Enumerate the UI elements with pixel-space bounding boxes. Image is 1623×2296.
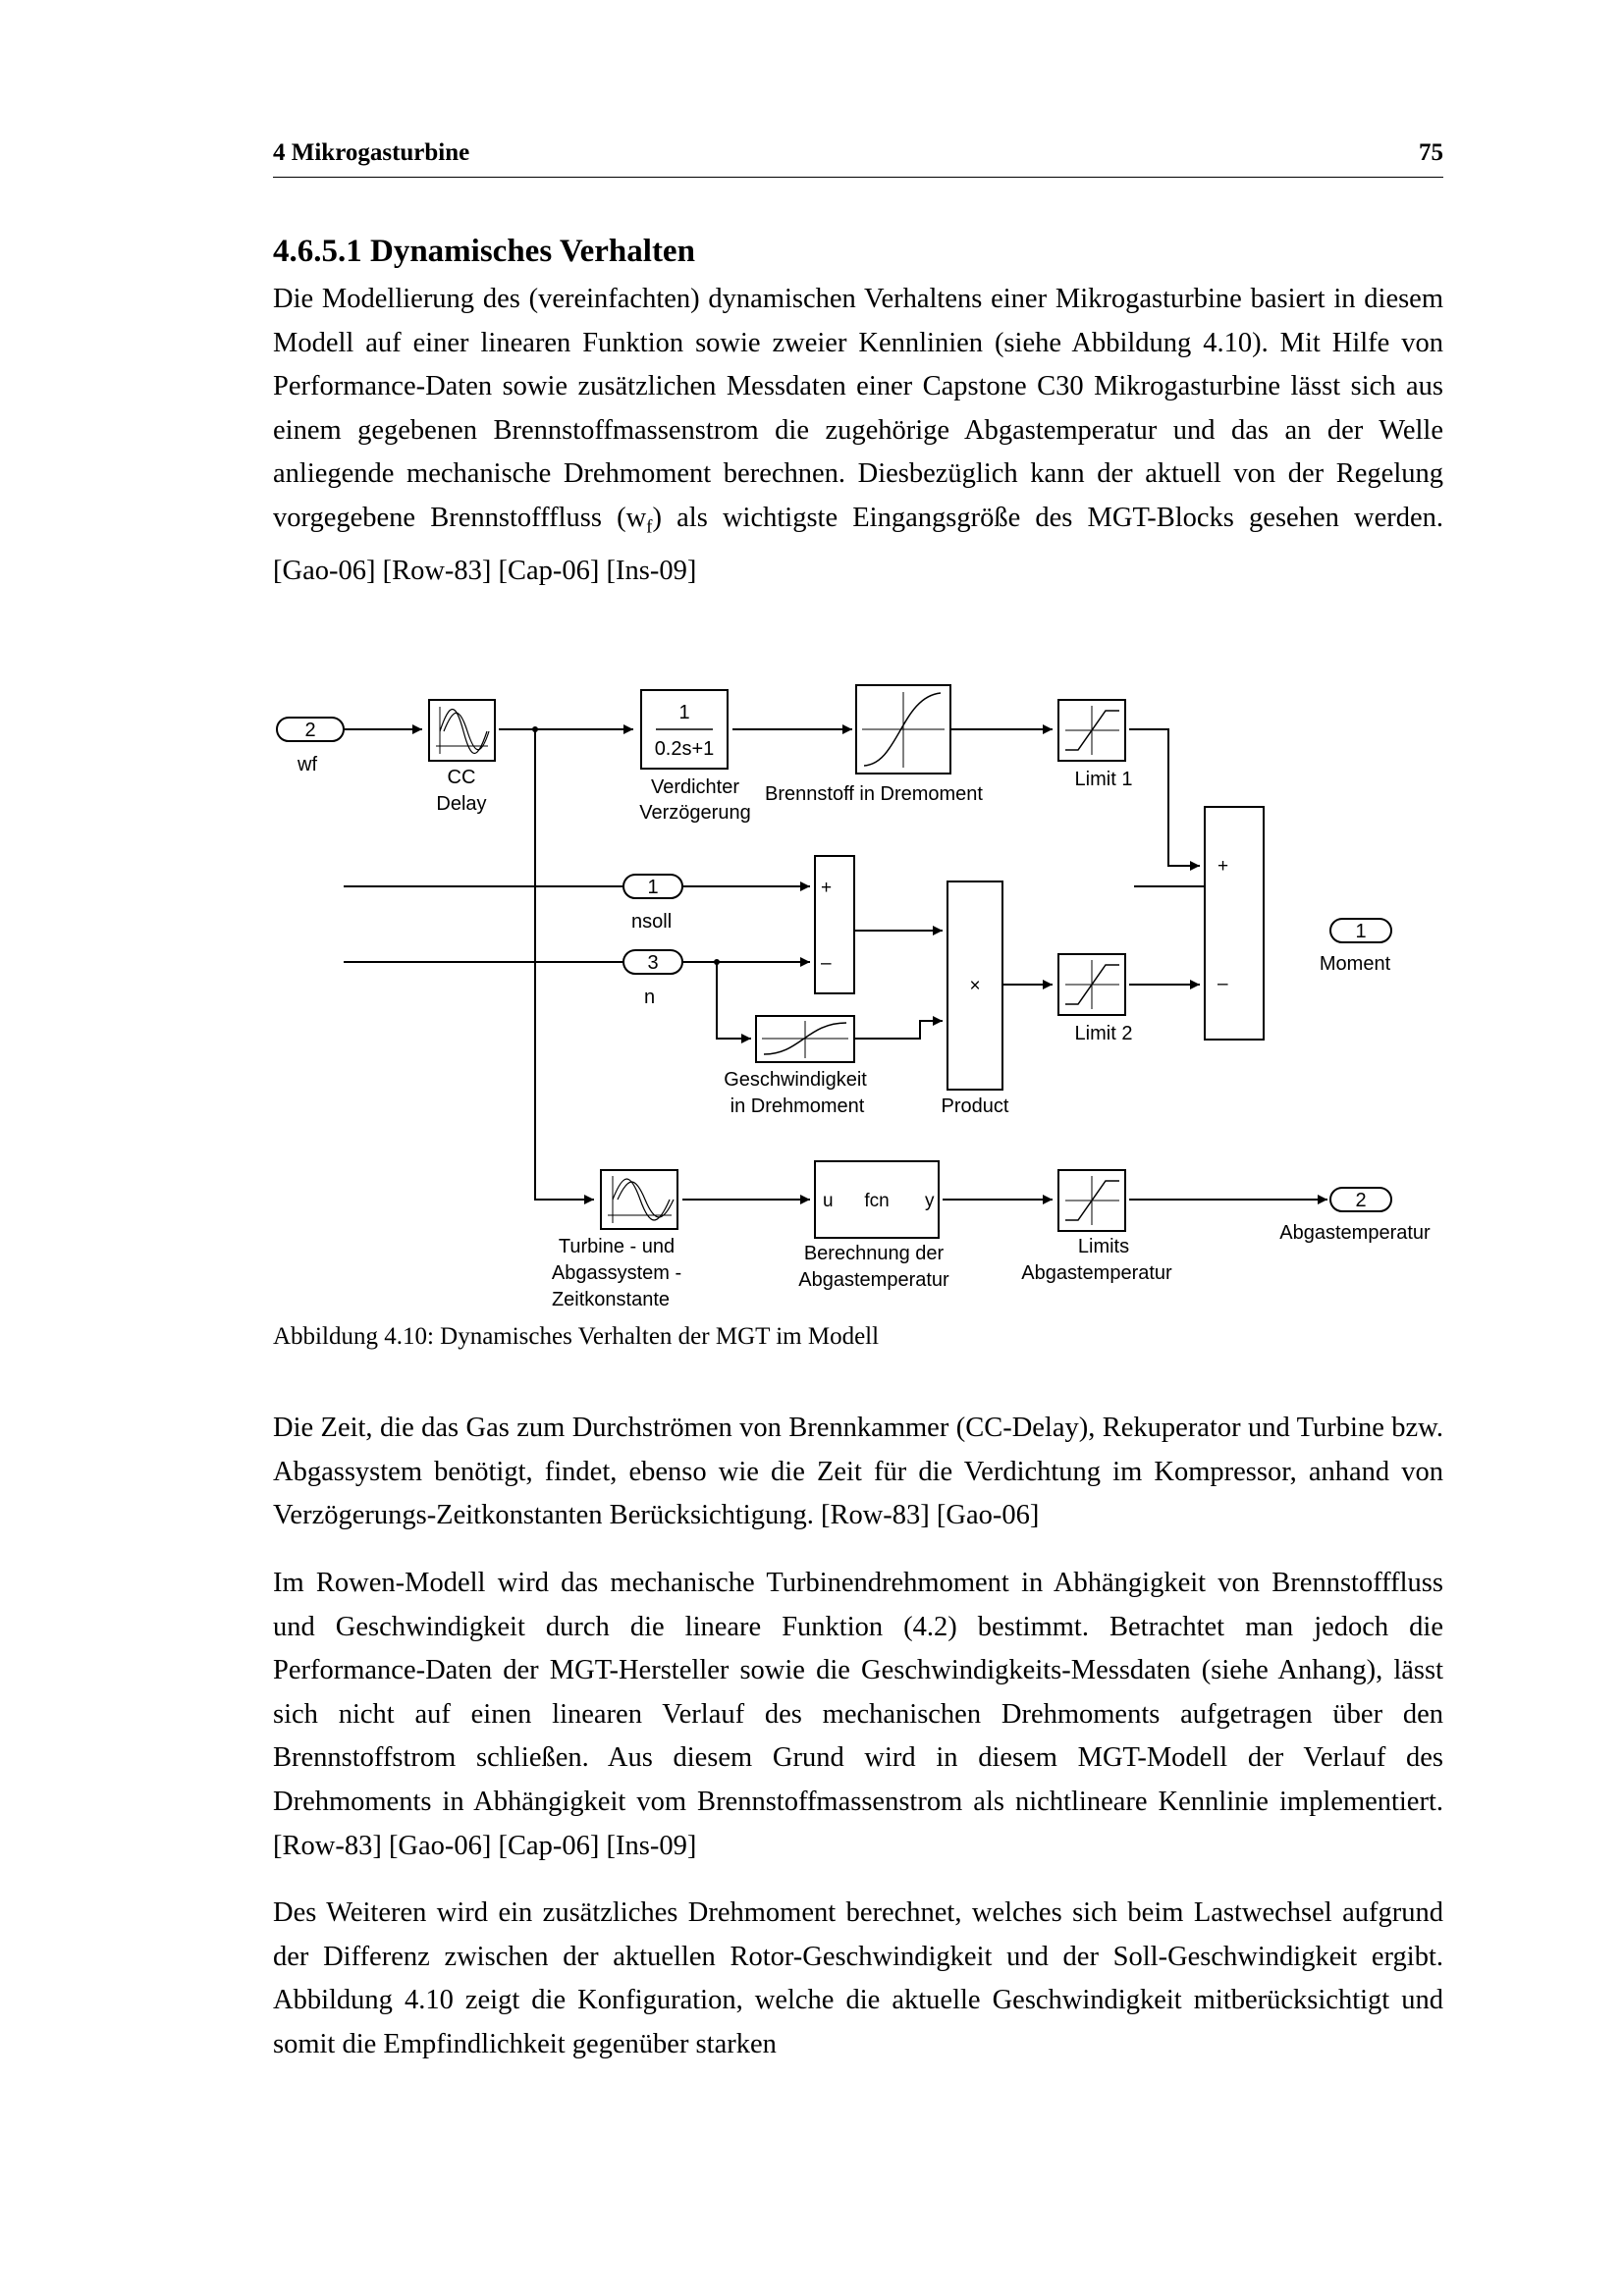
figure-caption: Abbildung 4.10: Dynamisches Verhalten der MGT im Modell — [273, 1323, 880, 1350]
paragraph-1-part-a: Die Modellierung des (vereinfachten) dynamischen Verhaltens einer Mikrogasturbine basiert in diesem Modell auf einer linearen Funktion sowie zweier Kennlinien (siehe Abbildung 4.10). Mit Hilfe von Performance-Daten sowie zusätzlichen Messdaten einer Capstone C30 Mikrogasturbine lässt sich aus einem gegebenen Brennstoffmassenstrom die zugehörige Abgastemperatur und das an der Welle anliegende mechanische Drehmoment berechnen. Diesbezüglich kann der aktuell von der Regelung vorgegebene Brennstofffluss (w — [273, 284, 1443, 533]
sum-plus-sign: + — [1217, 856, 1229, 877]
cc-delay-label-2: Delay — [436, 793, 487, 815]
page-number: 75 — [1419, 139, 1443, 166]
outport-abgas-label: Abgastemperatur — [1279, 1222, 1431, 1244]
gesch-label-2: in Drehmoment — [730, 1095, 865, 1117]
verdichter-label-2: Verzögerung — [639, 802, 751, 824]
outport-abgas-number: 2 — [1355, 1190, 1367, 1211]
gesch-label-1: Geschwindigkeit — [724, 1069, 867, 1091]
limit3-label-1: Limits — [1077, 1236, 1130, 1257]
page-header — [273, 137, 1443, 178]
inport-n-number: 3 — [647, 952, 659, 974]
inport-wf-number: 2 — [304, 720, 316, 741]
cc-delay-label-1: CC — [447, 767, 476, 788]
inport-wf — [277, 718, 344, 775]
paragraph-3: Im Rowen-Modell wird das mechanische Turbinendrehmoment in Abhängigkeit von Brennstofffluss und Geschwindigkeit durch die lineare Funktion (4.2) bestimmt. Betrachtet man jedoch die Performance-Daten der MGT-Hersteller sowie die Geschwindigkeits-Messdaten (siehe Anhang), lässt sich nicht auf einen linearen Verlauf des mechanischen Drehmoments aufgetragen über den Brennstoffstrom schließen. Aus diesem Grund wird in diesem MGT-Modell der Verlauf des Drehmoments in Abhängigkeit vom Brennstoffmassenstrom als nichtlineare Kennlinie implementiert. [Row-83] [Gao-06] [Cap-06] [Ins-09] — [273, 1568, 1443, 1861]
subscript-f: f — [646, 516, 653, 538]
turbine-label-2: Abgassystem - — [551, 1262, 682, 1284]
product-label: Product — [941, 1095, 1009, 1117]
outport-moment-number: 1 — [1355, 921, 1367, 942]
limit1-block — [1058, 700, 1132, 790]
outport-abgastemperatur — [1279, 1188, 1431, 1244]
paragraph-2: Die Zeit, die das Gas zum Durchströmen von Brennkammer (CC-Delay), Rekuperator und Turbine bzw. Abgassystem benötigt, findet, ebenso wie die Zeit für die Verdichtung im Kompressor, anhand von Verzögerungs-Zeitkonstanten Berücksichtigung. [Row-83] [Gao-06] — [273, 1413, 1443, 1531]
inport-nsoll — [623, 875, 682, 933]
sum2-minus-sign: – — [821, 953, 832, 974]
tf-denominator: 0.2s+1 — [654, 738, 715, 760]
limit2-block — [1058, 954, 1132, 1044]
tf-numerator: 1 — [678, 702, 690, 723]
simulink-diagram — [265, 677, 1463, 1325]
outport-moment — [1320, 919, 1391, 975]
limit2-label: Limit 2 — [1074, 1023, 1133, 1044]
brennstoff-label: Brennstoff in Dremoment — [765, 783, 983, 805]
berechnung-label-1: Berechnung der — [803, 1243, 945, 1264]
transfer-function-block — [639, 690, 750, 824]
turbine-delay-block — [552, 1170, 681, 1310]
inport-n — [623, 950, 682, 1008]
paragraph-1-part-b: ) als wichtigste Eingangsgröße des MGT-Blocks gesehen werden. [Gao-06] [Row-83] [Cap-06] [Ins-09] — [273, 502, 1443, 587]
cc-delay-block — [429, 700, 495, 815]
inport-nsoll-number: 1 — [647, 877, 659, 898]
inport-nsoll-label: nsoll — [631, 911, 673, 933]
fcn-block — [798, 1161, 949, 1291]
branch-point — [532, 726, 538, 732]
turbine-label-1: Turbine - und — [558, 1236, 676, 1257]
limit1-label: Limit 1 — [1074, 769, 1133, 790]
inport-wf-label: wf — [298, 754, 317, 775]
paragraph-1 — [273, 278, 1443, 594]
turbine-label-3: Zeitkonstante — [551, 1289, 671, 1310]
sum-block-speed — [815, 856, 854, 993]
section-title: 4.6.5.1 Dynamisches Verhalten — [273, 234, 695, 269]
product-times-sign: × — [969, 976, 981, 996]
paragraph-4: Des Weiteren wird ein zusätzliches Drehmoment berechnet, welches sich beim Lastwechsel aufgrund der Differenz zwischen der aktuellen Rotor-Geschwindigkeit und der Soll-Geschwindigkeit ergibt. Abbildung 4.10 zeigt die Konfiguration, welche die aktuelle Geschwindigkeit mitberücksichtigt und somit die Empfindlichkeit gegenüber starken — [273, 1897, 1443, 2059]
fcn-output-label: y — [925, 1191, 935, 1211]
fcn-input-label: u — [823, 1191, 834, 1211]
sum2-plus-sign: + — [821, 878, 833, 898]
lookup-geschwindigkeit-block — [724, 1016, 867, 1117]
sum-block-moment — [1205, 807, 1264, 1040]
fcn-name: fcn — [864, 1191, 890, 1211]
inport-n-label: n — [644, 987, 656, 1008]
limit3-label-2: Abgastemperatur — [1021, 1262, 1172, 1284]
lookup-brennstoff-block — [765, 685, 983, 805]
product-block — [942, 881, 1009, 1117]
sum-minus-sign: – — [1217, 974, 1228, 994]
outport-moment-label: Moment — [1319, 953, 1391, 975]
chapter-title: 4 Mikrogasturbine — [273, 139, 470, 166]
verdichter-label-1: Verdichter — [650, 776, 740, 798]
limit3-block — [1021, 1170, 1172, 1284]
branch-point — [714, 959, 720, 965]
berechnung-label-2: Abgastemperatur — [798, 1269, 949, 1291]
